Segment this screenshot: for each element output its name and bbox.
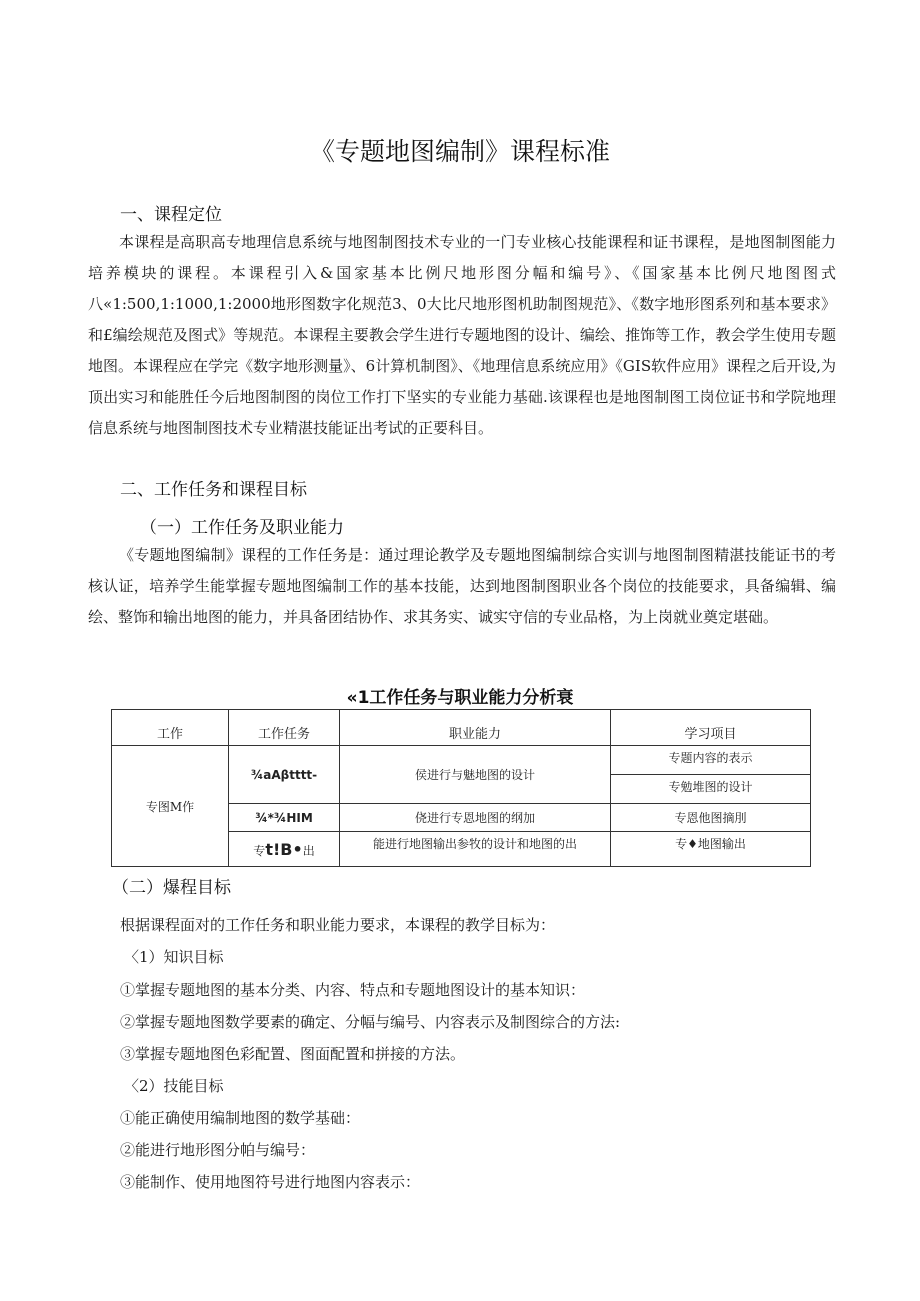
objectives-intro: 根据课程面对的工作任务和职业能力要求，本课程的教学目标为： <box>120 916 556 934</box>
section-1-paragraph: 本课程是高职高专地理信息系统与地图制图技术专业的一门专业核心技能课程和证书课程，是地图制图能力培养模块的课程。本课程引入&国家基本比例尺地形图分幅和编号》、《国家基本比例尺地图图式八«1:500,1:1000,1:2000地形图数字化规范3、0大比尺地形图机助制图规范》、《数字地形图系列和基本要求》和£编绘规范及图式》等规范。本课程主要教会学生进行专题地图的设计、编绘、推饰等工作，教会学生使用专题地图。本课程应在学完《数字地形测量》、6计算机制图》、《地理信息系统应用》《GIS软件应用》课程之后开设,为顶出实习和能胜任今后地图制图的岗位工作打下坚实的专业能力基础.该课程也是地图制图工岗位证书和学院地理信息系统与地图制图技术专业精湛技能证出考试的正要科目。 <box>88 233 836 437</box>
section-heading-1: 一、课程定位 <box>120 205 222 225</box>
header-ability: 职业能力 <box>340 710 611 746</box>
header-project: 学习项目 <box>611 710 811 746</box>
cell-task-1: ¾aAβtttt- <box>229 746 340 804</box>
knowledge-item-1: ①掌握专题地图的基本分类、内容、特点和专题地图设计的基本知识： <box>120 981 586 999</box>
skill-item-2: ②能进行地形图分帕与编号： <box>120 1141 316 1159</box>
page-title: 《专题地图编制》课程标准 <box>309 137 610 166</box>
skill-item-1: ①能正确使用编制地图的数学基础： <box>120 1109 361 1127</box>
task-ability-table <box>111 709 811 867</box>
cell-task-2: ¾*¾HIM <box>229 804 340 832</box>
subsection-heading-2-2: （二）爆程目标 <box>112 878 231 898</box>
table-caption: «1工作任务与职业能力分析衰 <box>346 688 574 708</box>
cell-project-1: 专题内容的表示 <box>611 746 811 775</box>
cell-project-3: 专恩他图摘刖 <box>611 804 811 832</box>
cell-project-4: 专♦地图输出 <box>611 832 811 867</box>
skill-heading: 〈2）技能目标 <box>124 1077 224 1095</box>
task-3-main: t!B• <box>265 839 303 859</box>
cell-ability-2: 侥进行专恩地图的纲加 <box>340 804 611 832</box>
skill-item-3: ③能制作、使用地图符号进行地图内容表示： <box>120 1173 421 1191</box>
task-3-prefix: 专 <box>253 843 266 858</box>
subsection-2-1-paragraph: 《专题地图编制》课程的工作任务是：通过理论教学及专题地图编制综合实训与地图制图精湛技能证书的考核认证，培养学生能掌握专题地图编制工作的基本技能，达到地图制图职业各个岗位的技能要求，具备编辑、编绘、整饰和输出地图的能力，并具备团结协作、求其务实、诚实守信的专业品格，为上岗就业奠定堪础。 <box>88 546 836 626</box>
subsection-heading-2-1: （一）工作任务及职业能力 <box>140 518 344 538</box>
knowledge-item-3: ③掌握专题地图色彩配置、图面配置和拼接的方法。 <box>120 1045 466 1063</box>
table-header-row <box>112 710 811 746</box>
cell-project-2: 专勉堆图的设计 <box>611 775 811 804</box>
cell-ability-1: 侯进行与魅地图的设计 <box>340 746 611 804</box>
knowledge-item-2: ②掌握专题地图数学要素的确定、分幅与编号、内容表示及制图综合的方法: <box>120 1013 621 1031</box>
header-work: 工作 <box>112 710 229 746</box>
cell-ability-3: 能进行地图输出参牧的设计和地图的出 <box>340 832 611 867</box>
knowledge-heading: 〈1）知识目标 <box>124 948 224 966</box>
cell-task-3 <box>229 832 340 867</box>
header-task: 工作任务 <box>229 710 340 746</box>
task-3-suffix: 出 <box>302 843 315 858</box>
table-row <box>112 746 811 775</box>
cell-work: 专图M作 <box>112 746 229 867</box>
section-heading-2: 二、工作任务和课程目标 <box>120 480 307 500</box>
